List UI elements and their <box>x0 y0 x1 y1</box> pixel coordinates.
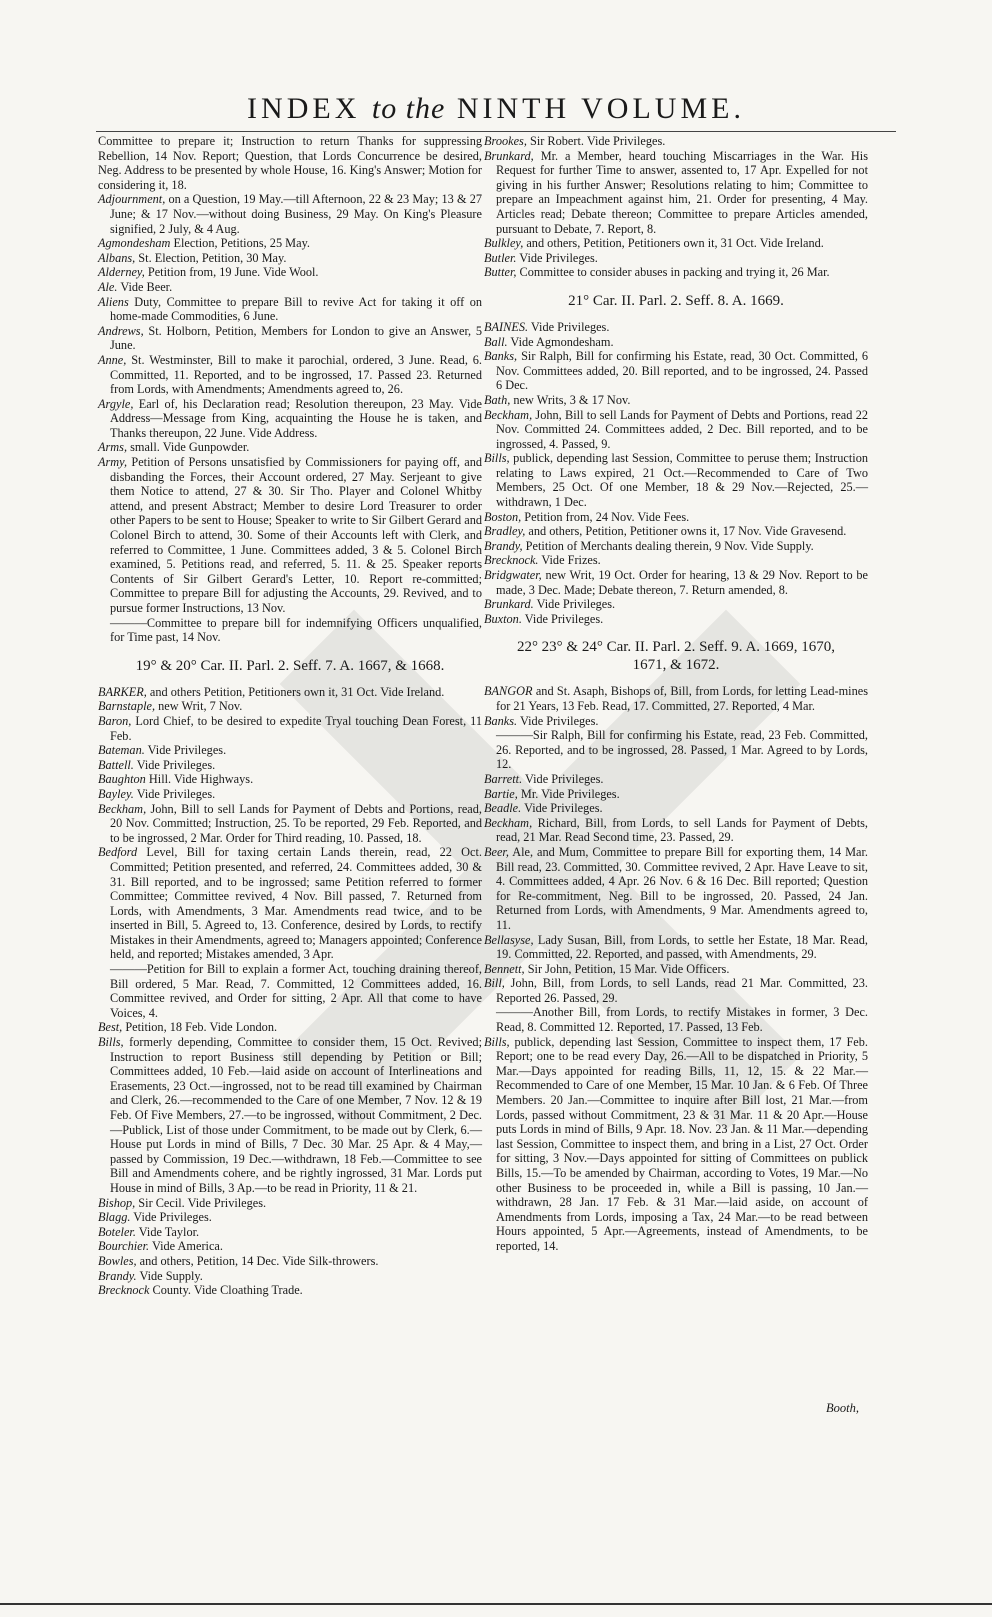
index-subentry: ———Another Bill, from Lords, to rectify Mistakes in former, 3 Dec. Read, 8. Committed 12. Reported, 17. Passed, 13 Feb. <box>496 1005 868 1035</box>
index-entry-text: Mr. a Member, heard touching Miscarriages in the War. His Request for further Time to answer, assented to, 17 Apr. Expelled for not giving in his further Answer; Resolutions relating to him; Committee to prepare an Impeachment against him, 21. Order for presenting, 4 May. Articles read; Debate thereon; Committee to prepare Articles amended, pursuant to Debate, 7. Report, 8. <box>496 148 868 236</box>
index-headword: Bulkley, <box>484 236 524 251</box>
index-headword: Beadle. <box>484 801 522 816</box>
index-entry-text: Petition of Merchants dealing therein, 9 Nov. Vide Supply. <box>522 538 814 553</box>
index-entry <box>484 349 868 393</box>
index-entry <box>98 845 482 962</box>
index-entry-text: on a Question, 19 May.—till Afternoon, 22 & 23 May; 13 & 27 June; & 17 Nov.—without doing Business, 29 May. On King's Pleasure signified, 2 July, & 4 Aug. <box>110 192 482 236</box>
index-entry <box>98 1196 482 1211</box>
index-entry-text: and others Petition, Petitioners own it, 31 Oct. Vide Ireland. <box>146 684 445 699</box>
index-entry <box>484 1035 868 1254</box>
index-headword: Beckham, <box>484 407 533 422</box>
index-headword: Alderney, <box>98 265 145 280</box>
index-entry <box>98 397 482 441</box>
index-entry <box>98 1210 482 1225</box>
title-volume: NINTH VOLUME. <box>456 92 745 125</box>
index-entry <box>98 699 482 714</box>
index-entry-text: Lady Susan, Bill, from Lords, to settle her Estate, 18 Mar. Read, 19. Committed, 22. Reported, and passed, with Amendments, 29. <box>496 932 868 962</box>
index-entry <box>98 1254 482 1269</box>
index-entry <box>98 1283 482 1298</box>
index-entry <box>98 236 482 251</box>
index-entry <box>98 802 482 846</box>
index-subentry: ———Petition for Bill to explain a former Act, touching draining thereof, Bill ordered, 5 Mar. Read, 7. Committed, 12 Committees added, 16. Committee revived, and Order for sitting, 2 Apr. All that come to have Voices, 4. <box>110 962 482 1020</box>
index-headword: Bills, <box>98 1035 124 1050</box>
index-headword: Brookes, <box>484 134 527 148</box>
index-headword: Brandy. <box>98 1268 137 1283</box>
index-headword: Bayley. <box>98 786 134 801</box>
index-headword: Butter, <box>484 265 517 280</box>
index-entry-text: new Writ, 7 Nov. <box>155 699 243 714</box>
index-entry-text: Vide Privileges. <box>516 250 598 265</box>
index-entry-text: publick, depending last Session, Committee to inspect them, 17 Feb. Report; one to be read every Day, 26.—All to be dispatched in Priority, 5 Mar.—Days appointed for reading Bills, 11, 12, 15. & 22 Mar.—Recommended to Care of one Member, 15 Mar. 10 Jan. & 6 Feb. Of Three Members. 20 Jan.—Committee to inquire after Bill lost, 21 Mar.—from Lords, passed without Commitment, 23 & 31 Mar. 11 & 20 Apr.—House puts Lords in mind of Bills, 9 Apr. 18. Nov. 23 Jan. & 11 Mar.—depending last Session, Committee to inspect them, and bring in a List, 27 Oct. Order for sitting, 3 Nov.—Days appointed for sitting of Committees on publick Bills, 15.—To be amended by Chairman, according to Votes, 19 Mar.—No other Business to be proceeded in, while a Bill is passing, 10 Jan.—withdrawn, 28 Jan. 17 Feb. & 31 Mar.—laid aside, on account of Amendments from Lords, imposing a Tax, 24 Mar.—to be read between Hours appointed, 5 Apr.—Agreements, instead of Amendments, to be reported, 14. <box>496 1034 868 1253</box>
index-entry <box>484 597 868 612</box>
index-subentry: ———Sir Ralph, Bill for confirming his Estate, read, 23 Feb. Committed, 26. Reported, and to be ingrossed, 28. Passed, 1 Mar. Agreed to by Lords, 12. <box>496 728 868 772</box>
index-entry <box>484 684 868 713</box>
index-headword: Beckham, <box>98 801 147 816</box>
index-entry <box>98 685 482 700</box>
index-entry-text: new Writ, 19 Oct. Order for hearing, 13 & 29 Nov. Report to be made, 3 Dec. Made; Debate thereon, 7. Return amended, 8. <box>496 568 868 597</box>
index-entry-text: Sir Ralph, Bill for confirming his Estate, read, 30 Oct. Committed, 6 Nov. Committees added, 20. Bill reported, and to be ingrossed, 24. Passed 6 Dec. <box>496 349 868 393</box>
index-entry <box>484 335 868 350</box>
index-entry <box>98 714 482 743</box>
index-entry-text: Ale, and Mum, Committee to prepare Bill for exporting them, 14 Mar. Bill read, 23. Committed, 30. Committee revived, 2 Apr. Have Leave to sit, 4. Committees added, 4 Apr. 26 Nov. 6 & 16 Dec. Bill reported; Question for Re-commitment, Neg. Bill to be ingrossed, 20. Passed, 24 Jan. Returned from Lords, with Amendments, 9 Mar. Amendments agreed to, 11. <box>496 844 868 932</box>
index-headword: Baughton <box>98 772 146 787</box>
index-entry-text: Vide Privileges. <box>144 743 227 758</box>
index-entry-text: small. Vide Gunpowder. <box>127 440 250 455</box>
index-entry <box>484 265 868 280</box>
index-entry-text: Sir Robert. Vide Privileges. <box>526 134 666 148</box>
index-entry-text: Duty, Committee to prepare Bill to revive Act for taking it off on home-made Commodities, 6 June. <box>110 294 482 324</box>
index-entry <box>98 265 482 280</box>
index-entry <box>98 1269 482 1284</box>
index-entry-text: St. Westminster, Bill to make it parochial, ordered, 3 June. Read, 6. Committed, 11. Reported, and to be ingrossed, 17. Passed 23. Returned from Lords, with Amendments; Amendments agreed to, 26. <box>110 352 482 397</box>
index-entry-text: Sir Cecil. Vide Privileges. <box>135 1195 267 1210</box>
index-entry <box>484 393 868 408</box>
index-entry-text: Level, Bill for taxing certain Lands therein, read, 22 Oct. Committed; Petition presented, and referred, 24. Committees added, 30 & 31. Bill reported, and to be ingrossed; same Petition referred to former Committee; Committee revived, 4 Nov. Bill passed, 7. Returned from Lords, with Amendments, 3 Mar. Amendments read twice, and to be inserted in Bill, 5. Agreed to, 13. Conference, desired by Lords, to rectify Mistakes in their Amendments, agreed to; Managers appointed; Conference held, and reported; Mistakes amended, 3 Apr. <box>110 845 482 962</box>
index-entry-text: publick, depending last Session, Committee to peruse them; Instruction relating to Laws expired, 21 Oct.—Recommended to Care of Two Members, 25 Oct. Of one Member, 18 & 29 Nov.—Rejected, 25.—withdrawn, 1 Dec. <box>496 451 868 510</box>
title-index: INDEX <box>247 92 361 125</box>
index-headword: Argyle, <box>98 396 134 411</box>
index-entry <box>484 149 868 237</box>
index-headword: Ball. <box>484 334 508 349</box>
left-column <box>98 134 482 1298</box>
index-entry-text: Lord Chief, to be desired to expedite Tryal touching Dean Forest, 11 Feb. <box>110 713 482 743</box>
index-entry <box>484 816 868 845</box>
index-entry <box>484 553 868 568</box>
index-headword: Baron, <box>98 713 132 728</box>
index-entry-text: Vide Privileges. <box>533 597 616 612</box>
index-entry <box>98 1020 482 1035</box>
index-headword: Bowles, <box>98 1253 137 1268</box>
index-entry <box>484 714 868 729</box>
index-entry-text: and St. Asaph, Bishops of, Bill, from Lords, for letting Lead-mines for 21 Years, 13 Feb. Read, 17. Committed, 27. Reported, 4 Mar. <box>496 684 868 713</box>
index-entry <box>484 251 868 266</box>
index-entry <box>484 320 868 335</box>
index-headword: Bourchier. <box>98 1239 150 1254</box>
index-entry-text: Vide Privileges. <box>133 757 216 772</box>
index-entry-text: Vide Frizes. <box>538 553 601 568</box>
index-headword: Brunkard. <box>484 597 534 612</box>
index-entry <box>484 933 868 962</box>
index-headword: Army, <box>98 455 128 470</box>
index-entry-text: and others, Petition, Petitioners own it, 31 Oct. Vide Ireland. <box>523 236 824 251</box>
index-entry <box>98 192 482 236</box>
index-entry <box>484 236 868 251</box>
index-entry <box>484 524 868 539</box>
index-entry-text: Sir John, Petition, 15 Mar. Vide Officers. <box>524 961 730 976</box>
index-entry <box>98 1035 482 1196</box>
index-entry <box>484 408 868 452</box>
index-entry <box>98 787 482 802</box>
title-to-the: to the <box>371 92 446 125</box>
index-headword: Buxton. <box>484 611 522 626</box>
section-heading: 21° Car. II. Parl. 2. Seff. 8. A. 1669. <box>568 292 784 309</box>
index-entry <box>98 324 482 353</box>
index-headword: BANGOR <box>484 684 533 699</box>
index-headword: Blagg. <box>98 1210 131 1225</box>
index-entry-text: Vide Privileges. <box>130 1210 212 1225</box>
index-entry-text: Vide Taylor. <box>135 1224 200 1239</box>
index-headword: Bedford <box>98 845 138 860</box>
index-entry-text: Petition of Persons unsatisfied by Commissioners for paying off, and disbanding the Forces, their Account ordered, 27 May. Serjeant to give them Notice to attend, 27 & 30. Sir Tho. Player and Colonel Whitby attend, and present Abstract; Member to desire Lord Treasurer to order other Papers to be sent to House; Speaker to write to Sir Gilbert Gerard and Colonel Birch to attend, 30. Some of their Accounts left with Clerk, and referred to Committee, 1 June. Committees added, 3 & 5. Colonel Birch examined, 5. Petitions read, and referred, 5. 11. & 25. Speaker reports Contents of Sir Gilbert Gerard's Letter, 10. Report re-committed; Committee to prepare Bill for adjusting the Accounts, 29. Revived, and to pursue former Instructions, 13 Nov. <box>110 455 482 615</box>
index-headword: Bartie, <box>484 786 518 801</box>
index-headword: Beer, <box>484 844 509 859</box>
index-headword: BAINES. <box>484 319 529 334</box>
index-entry-text: new Writs, 3 & 17 Nov. <box>510 392 631 407</box>
index-headword: Bills, <box>484 1034 510 1049</box>
index-headword: Butler. <box>484 250 517 265</box>
index-entry <box>484 772 868 787</box>
index-headword: Best, <box>98 1020 123 1035</box>
index-entry <box>98 440 482 455</box>
index-entry-text: Hill. Vide Highways. <box>145 772 254 787</box>
index-entry-text: and others, Petition, Petitioner owns it, 17 Nov. Vide Gravesend. <box>525 524 847 539</box>
index-headword: Andrews, <box>98 323 144 338</box>
index-headword: Bellasyse, <box>484 932 534 947</box>
index-headword: Banks. <box>484 713 518 728</box>
index-entry <box>98 134 482 192</box>
index-headword: Anne, <box>98 352 127 367</box>
index-headword: Barnstaple, <box>98 699 156 714</box>
index-entry-text: Petition from, 19 June. Vide Wool. <box>144 265 319 280</box>
index-headword: Ale. <box>98 279 118 294</box>
index-entry <box>484 787 868 802</box>
index-headword: Barrett. <box>484 771 523 786</box>
index-headword: Bill, <box>484 976 505 991</box>
index-entry <box>98 1239 482 1254</box>
index-entry-text: John, Bill to sell Lands for Payment of Debts and Portions, read, 20 Nov. Committed; Instruction, 25. To be reported, 29 Feb. Reported, and to be ingrossed, 2 Mar. Order for Third reading, 10. Passed, 18. <box>110 801 482 845</box>
index-entry-text: Vide America. <box>149 1239 223 1254</box>
index-entry-text: Vide Privileges. <box>522 771 604 786</box>
index-entry <box>98 758 482 773</box>
index-headword: Bridgwater, <box>484 568 542 583</box>
index-entry <box>98 251 482 266</box>
index-entry-text: Petition, 18 Feb. Vide London. <box>122 1020 278 1035</box>
index-entry-text: St. Election, Petition, 30 May. <box>135 250 287 265</box>
index-entry <box>484 845 868 933</box>
index-entry-text: Vide Agmondesham. <box>507 334 614 349</box>
index-headword: Bishop, <box>98 1195 136 1210</box>
index-entry-text: and others, Petition, 14 Dec. Vide Silk-throwers. <box>136 1253 379 1268</box>
index-entry-text: Richard, Bill, from Lords, to sell Lands for Payment of Debts, read, 21 Mar. Read Second time, 23. Passed, 29. <box>496 815 868 845</box>
index-headword: Boteler. <box>98 1224 136 1239</box>
index-headword: Beckham, <box>484 815 533 830</box>
index-entry-text: Vide Supply. <box>136 1268 203 1283</box>
header-rule <box>96 131 896 132</box>
catchword: Booth, <box>826 1401 859 1415</box>
section-heading-line: 22° 23° & 24° Car. II. Parl. 2. Seff. 9. A. 1669, 1670, <box>516 639 836 656</box>
index-entry <box>484 976 868 1005</box>
index-entry <box>484 962 868 977</box>
right-column <box>484 134 868 1254</box>
index-entry <box>98 280 482 295</box>
index-entry-text: Election, Petitions, 25 May. <box>170 236 310 251</box>
section-heading-line: 1671, & 1672. <box>632 657 720 674</box>
index-entry <box>484 510 868 525</box>
index-headword: Adjournment, <box>98 192 166 207</box>
index-headword: Brandy, <box>484 538 523 553</box>
index-headword: Bath, <box>484 392 511 407</box>
index-entry <box>484 612 868 627</box>
index-headword: Boston, <box>484 509 522 524</box>
index-subentry: ———Committee to prepare bill for indemnifying Officers unqualified, for Time past, 14 Nov. <box>110 615 482 645</box>
page-title <box>0 94 992 124</box>
index-headword: Bateman. <box>98 743 145 758</box>
index-entry-text: John, Bill, from Lords, to sell Lands, read 21 Mar. Committed, 23. Reported 26. Passed, 29. <box>496 976 868 1005</box>
index-entry-text: Mr. Vide Privileges. <box>517 786 620 801</box>
index-headword: BARKER, <box>98 684 147 699</box>
index-entry-text: Committee to prepare it; Instruction to return Thanks for suppressing Rebellion, 14 Nov. Report; Question, that Lords Concurrence be desired, Neg. Address to be presented by whole House, 16. King's Answer; Motion for considering it, 18. <box>98 134 482 192</box>
index-entry <box>98 772 482 787</box>
index-entry-text: Earl of, his Declaration read; Resolution thereupon, 23 May. Vide Address—Message from King, acquainting the House he is taken, and Thanks thereupon, 22 June. Vide Address. <box>110 396 482 440</box>
index-headword: Banks, <box>484 349 518 364</box>
index-headword: Albans, <box>98 250 136 265</box>
index-headword: Arms, <box>98 440 128 455</box>
index-headword: Bradley, <box>484 524 526 539</box>
index-entry-text: Vide Privileges. <box>521 801 603 816</box>
index-entry-text: Vide Privileges. <box>521 611 604 626</box>
index-headword: Battell. <box>98 757 134 772</box>
section-heading: 19° & 20° Car. II. Parl. 2. Seff. 7. A. 1667, & 1668. <box>135 657 445 674</box>
index-entry <box>484 801 868 816</box>
index-headword: Brecknock <box>98 1283 150 1298</box>
index-headword: Agmondesham <box>98 236 171 251</box>
index-entry-text: Vide Privileges. <box>517 713 599 728</box>
index-entry <box>98 743 482 758</box>
index-entry <box>484 451 868 509</box>
index-entry-text: formerly depending, Committee to consider them, 15 Oct. Revived; Instruction to report Business still depending by Petition or Bill; Committees added, 10 Feb.—laid aside on account of Interlineations and Erasements, 23 Oct.—ingrossed, not to be read till examined by Chairman and Clerk, 26.—recommended to the Care of one Member, 7 Nov. 12 & 19 Feb. Of Five Members, 27.—to be ingrossed, without Commitment, 2 Dec.—Publick, List of those under Commitment, to be made out by Clerk, 6.—House put Lords in mind of Bills, 7 Dec. 30 Mar. 25 Apr. & 4 May,—passed by Commission, 19 Dec.—withdrawn, 18 Feb.—Committee to see Bill and Amendments cohere, and be rightly ingrossed, 31 Mar. Lords put House in mind of Bills, 3 Ap.—to be read in Priority, 11 & 21. <box>110 1035 482 1195</box>
index-entry <box>484 539 868 554</box>
index-entry-text: Vide Beer. <box>117 279 173 294</box>
index-headword: Bennett, <box>484 961 525 976</box>
index-entry-text: Petition from, 24 Nov. Vide Fees. <box>521 509 690 524</box>
index-headword: Aliens <box>98 294 129 309</box>
index-headword: Brunkard, <box>484 148 534 163</box>
index-entry-text: Vide Privileges. <box>133 786 216 801</box>
index-entry-text: Vide Privileges. <box>528 319 610 334</box>
index-entry-text: County. Vide Cloathing Trade. <box>149 1283 303 1298</box>
index-entry-text: Committee to consider abuses in packing and trying it, 26 Mar. <box>516 265 830 280</box>
index-entry <box>484 134 868 149</box>
index-entry <box>98 295 482 324</box>
index-entry-text: St. Holborn, Petition, Members for London to give an Answer, 5 June. <box>110 323 482 353</box>
section-heading <box>484 638 868 674</box>
index-entry-text: John, Bill to sell Lands for Payment of Debts and Portions, read 22 Nov. Committed 24. Committees added, 2 Dec. Bill reported, and to be ingrossed, 4. Passed, 9. <box>496 407 868 451</box>
index-entry <box>98 1225 482 1240</box>
index-headword: Bills, <box>484 451 510 466</box>
index-entry <box>484 568 868 597</box>
index-entry <box>98 455 482 616</box>
bottom-rule <box>0 1603 992 1605</box>
index-entry <box>98 353 482 397</box>
index-headword: Brecknock. <box>484 553 539 568</box>
